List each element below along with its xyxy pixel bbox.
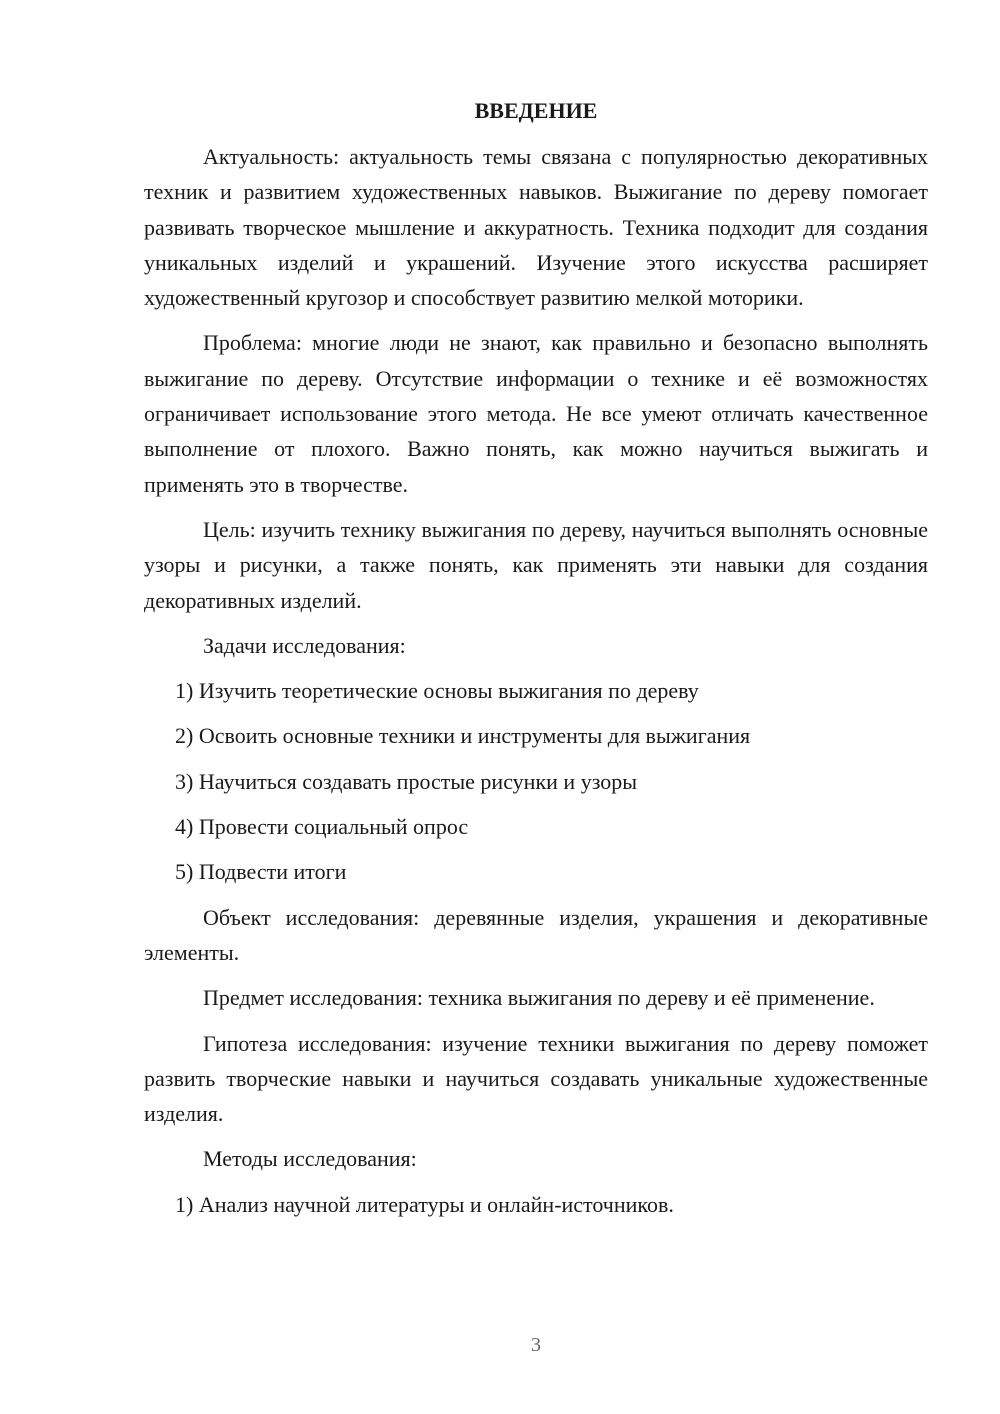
page-content xyxy=(144,96,928,1232)
task-item: 2) Освоить основные техники и инструменты для выжигания xyxy=(175,723,751,749)
task-item: 4) Провести социальный опрос xyxy=(175,814,469,840)
page-number: 3 xyxy=(531,1334,541,1356)
tasks-heading: Задачи исследования: xyxy=(203,632,406,658)
task-item: 3) Научиться создавать простые рисунки и узоры xyxy=(175,768,638,794)
section-title: ВВЕДЕНИЕ xyxy=(474,98,598,123)
tasks-list xyxy=(144,673,928,889)
task-item: 1) Изучить теоретические основы выжигания по дереву xyxy=(175,678,699,704)
task-item: 5) Подвести итоги xyxy=(175,859,347,885)
methods-list xyxy=(144,1187,928,1222)
problem-paragraph: Проблема: многие люди не знают, как правильно и безопасно выполнять выжигание по дереву. Отсутствие информации о технике и её возможностях ограничивает использование этого метода. Не все умеют отличать качественное выполнение от плохого. Важно понять, как можно научиться выжигать и применять это в творчестве. xyxy=(144,330,928,497)
hypothesis-paragraph: Гипотеза исследования: изучение техники выжигания по дереву поможет развить творческие навыки и научиться создавать уникальные художественные изделия. xyxy=(144,1030,928,1127)
object-paragraph: Объект исследования: деревянные изделия, украшения и декоративные элементы. xyxy=(144,904,928,965)
goal-paragraph: Цель: изучить технику выжигания по дереву, научиться выполнять основные узоры и рисунки, а также понять, как применять эти навыки для создания декоративных изделий. xyxy=(144,516,928,613)
method-item: 1) Анализ научной литературы и онлайн-источников. xyxy=(175,1191,674,1217)
subject-paragraph: Предмет исследования: техника выжигания по дереву и её применение. xyxy=(203,985,875,1011)
methods-heading: Методы исследования: xyxy=(203,1146,417,1172)
relevance-paragraph: Актуальность: актуальность темы связана с популярностью декоративных техник и развитием художественных навыков. Выжигание по дереву помогает развивать творческое мышление и аккуратность. Техника подходит для создания уникальных изделий и украшений. Изучение этого искусства расширяет художественный кругозор и способствует развитию мелкой моторики. xyxy=(144,144,928,311)
